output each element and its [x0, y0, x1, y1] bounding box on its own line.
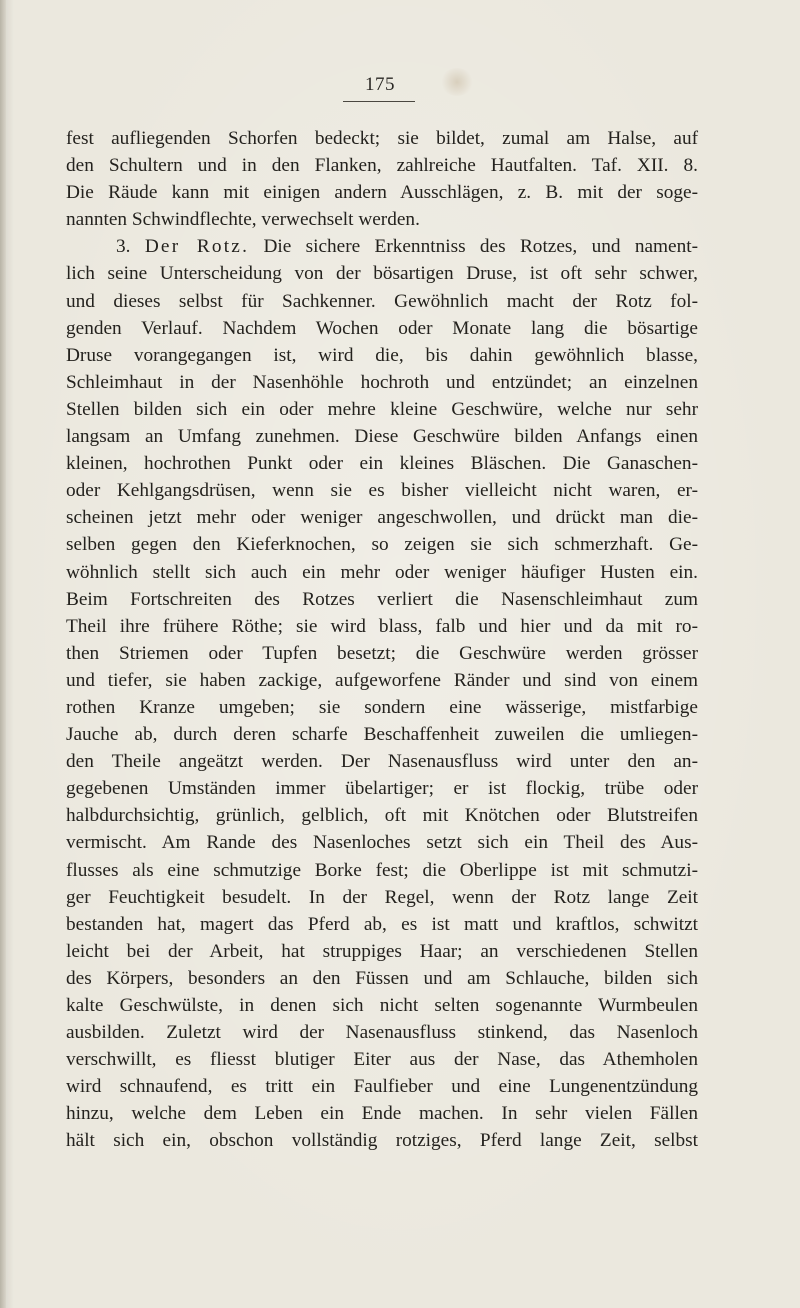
text-line: genden Verlauf. Nachdem Wochen oder Monate lang die bösartige	[66, 317, 698, 339]
text-line: hinzu, welche dem Leben ein Ende machen. In sehr vielen Fällen	[66, 1103, 698, 1125]
text-line: vermischt. Am Rande des Nasenloches setzt sich ein Theil des Aus-	[66, 832, 698, 854]
text-line: scheinen jetzt mehr oder weniger angeschwollen, und drückt man die-	[66, 507, 698, 529]
text-line: ausbilden. Zuletzt wird der Nasenausfluss stinkend, das Nasenloch	[66, 1022, 698, 1044]
text-line: halbdurchsichtig, grünlich, gelblich, oft mit Knötchen oder Blutstreifen	[66, 805, 698, 827]
text-line: rothen Kranze umgeben; sie sondern eine wässerige, mistfarbige	[66, 696, 698, 718]
binding-edge	[0, 0, 6, 1308]
section-number: 3.	[116, 236, 131, 258]
text-line: des Körpers, besonders an den Füssen und am Schlauche, bilden sich	[66, 967, 698, 989]
text-line: leicht bei der Arbeit, hat struppiges Haar; an verschiedenen Stellen	[66, 940, 698, 962]
text-line: lich seine Unterscheidung von der bösartigen Druse, ist oft sehr schwer,	[66, 263, 698, 285]
text-line: wöhnlich stellt sich auch ein mehr oder weniger häufiger Husten ein.	[66, 561, 698, 583]
text-line: oder Kehlgangsdrüsen, wenn sie es bisher vielleicht nicht waren, er-	[66, 480, 698, 502]
text-line: hält sich ein, obschon vollständig rotziges, Pferd lange Zeit, selbst	[66, 1130, 698, 1152]
text-line: nannten Schwindflechte, verwechselt werden.	[66, 209, 420, 231]
text-line: und tiefer, sie haben zackige, aufgeworfene Ränder und sind von einem	[66, 669, 698, 691]
page-number: 175	[365, 74, 395, 95]
text-line: bestanden hat, magert das Pferd ab, es ist matt und kraftlos, schwitzt	[66, 913, 698, 935]
section-first-line	[66, 233, 698, 260]
text-line: flusses als eine schmutzige Borke fest; die Oberlippe ist mit schmutzi-	[66, 859, 698, 881]
text-line: Stellen bilden sich ein oder mehre kleine Geschwüre, welche nur sehr	[66, 398, 698, 420]
text-line: wird schnaufend, es tritt ein Faulfieber und eine Lungenentzündung	[66, 1076, 698, 1098]
text-line: ger Feuchtigkeit besudelt. In der Regel, wenn der Rotz lange Zeit	[66, 886, 698, 908]
text-line: gegebenen Umständen immer übelartiger; er ist flockig, trübe oder	[66, 778, 698, 800]
text-line: verschwillt, es fliesst blutiger Eiter aus der Nase, das Athemholen	[66, 1049, 698, 1071]
text-line: den Schultern und in den Flanken, zahlreiche Hautfalten. Taf. XII. 8.	[66, 155, 698, 177]
text-line: selben gegen den Kieferknochen, so zeigen sie sich schmerzhaft. Ge-	[66, 534, 698, 556]
text-line: Theil ihre frühere Röthe; sie wird blass, falb und hier und da mit ro-	[66, 615, 698, 637]
text-line: Die Räude kann mit einigen andern Ausschlägen, z. B. mit der soge-	[66, 182, 698, 204]
text-line: langsam an Umfang zunehmen. Diese Geschwüre bilden Anfangs einen	[66, 426, 698, 448]
paper-stain	[440, 68, 474, 96]
section-heading: Der Rotz.	[144, 236, 250, 258]
text-line: Jauche ab, durch deren scharfe Beschaffenheit zuweilen die umliegen-	[66, 724, 698, 746]
text-line: fest aufliegenden Schorfen bedeckt; sie bildet, zumal am Halse, auf	[66, 128, 698, 149]
text-line: und dieses selbst für Sachkenner. Gewöhnlich macht der Rotz fol-	[66, 290, 698, 312]
text-line: Beim Fortschreiten des Rotzes verliert die Nasenschleimhaut zum	[66, 588, 698, 610]
section-text: Die sichere Erkenntniss des Rotzes, und nament-	[263, 236, 699, 258]
text-line: Druse vorangegangen ist, wird die, bis dahin gewöhnlich blasse,	[66, 344, 698, 366]
text-line: den Theile angeätzt werden. Der Nasenausfluss wird unter den an-	[66, 751, 698, 773]
text-line: kalte Geschwülste, in denen sich nicht selten sogenannte Wurmbeulen	[66, 995, 698, 1016]
text-line: then Striemen oder Tupfen besetzt; die Geschwüre werden grösser	[66, 642, 698, 664]
text-line: kleinen, hochrothen Punkt oder ein kleines Bläschen. Die Ganaschen-	[66, 453, 698, 475]
header-rule	[343, 101, 415, 102]
body-text	[66, 125, 698, 1155]
text-line: Schleimhaut in der Nasenhöhle hochroth und entzündet; an einzelnen	[66, 371, 698, 393]
